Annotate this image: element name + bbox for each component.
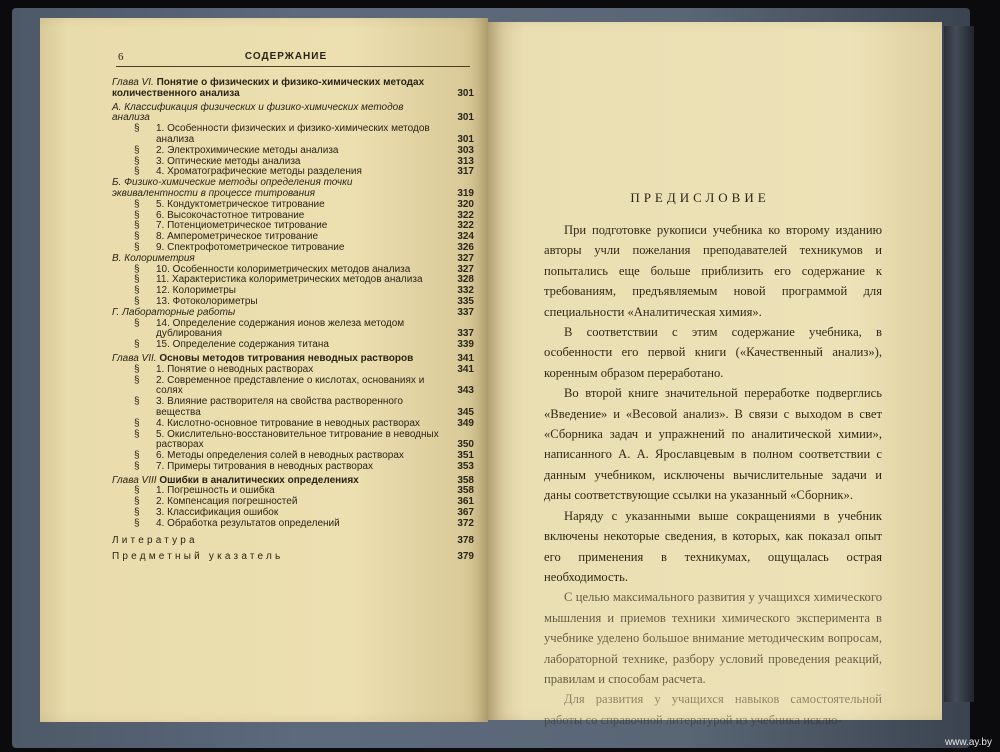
toc-page: 301 [457, 133, 474, 145]
toc-page: 317 [457, 166, 474, 178]
toc-item-title: Литература [112, 534, 198, 546]
preface-paragraph: Для развития у учащихся навыков самостоятельной работы со справочной литературой из учебника исклю- [544, 692, 882, 727]
toc-page: 345 [457, 406, 474, 418]
toc-page: 361 [457, 496, 474, 508]
preface-paragraph: Во второй книге значительной переработке подверглись «Введение» и «Весовой анализ». В связи с выходом в свет «Сборника задач и упражнений по аналитической химии», написанного А. А. Ярославцевым в полном соответствии с данным учебником, исключены вычислительные задачи и даны соответствующие ссылки на указанный «Сборник». [544, 386, 882, 503]
toc-item-title: 1. Особенности физических и физико-химических методов анализа [156, 123, 430, 145]
toc-item-title: 2. Компенсация погрешностей [156, 496, 298, 508]
toc-subsection [112, 519, 474, 530]
toc-page: 367 [457, 507, 474, 519]
chapter-number: Глава VIII [112, 474, 157, 486]
toc-subsection [112, 200, 474, 211]
section-sign: § [134, 209, 140, 221]
toc-page: 301 [457, 87, 474, 99]
toc-page: 327 [457, 263, 474, 275]
toc-item-title: 11. Характеристика колориметрических методов анализа [156, 274, 423, 286]
chapter-title: Ошибки в аналитических определениях [159, 474, 359, 486]
toc-subsection [112, 124, 474, 146]
toc-subsection [112, 397, 474, 419]
toc-page: 350 [457, 439, 474, 451]
toc-page: 337 [457, 306, 474, 318]
page-edges [944, 26, 974, 702]
section-sign: § [134, 231, 140, 243]
preface-paragraph: С целью максимального развития у учащихся химического мышления и приемов техники химического эксперимента в учебнике уделено большое внимание методическим вопросам, лабораторной технике, разбору условий проведения реакций, правилам и способам расчета. [544, 590, 882, 686]
section-sign: § [134, 274, 140, 286]
section-sign: § [134, 123, 140, 135]
section-sign: § [134, 339, 140, 351]
toc-literature [112, 536, 474, 547]
chapter-title: Понятие о физических и физико-химических методах количественного анализа [112, 77, 425, 99]
toc-page: 303 [457, 144, 474, 156]
toc-subsection [112, 462, 474, 473]
toc-item-title: 7. Потенциометрическое титрование [156, 220, 328, 232]
table-of-contents [112, 78, 474, 563]
section-sign: § [134, 155, 140, 167]
toc-item-title: 4. Кислотно-основное титрование в неводных растворах [156, 417, 420, 429]
toc-page: 378 [457, 534, 474, 546]
section-sign: § [134, 198, 140, 210]
toc-page: 335 [457, 295, 474, 307]
toc-section [112, 254, 474, 265]
toc-item-title: 6. Методы определения солей в неводных растворах [156, 450, 404, 462]
toc-page: 301 [457, 112, 474, 124]
preface-paragraph: В соответствии с этим содержание учебника, в особенности его первой книги («Качественный анализ»), коренным образом переработано. [544, 325, 882, 380]
chapter-number: Глава VII. [112, 352, 157, 364]
page-number: 6 [118, 51, 124, 63]
toc-item-title: 6. Высокочастотное титрование [156, 209, 305, 221]
toc-item-title: 1. Погрешность и ошибка [156, 485, 275, 497]
toc-page: 372 [457, 517, 474, 529]
section-sign: § [134, 428, 140, 440]
toc-section [112, 103, 474, 125]
section-sign: § [134, 485, 140, 497]
toc-page: 353 [457, 460, 474, 472]
toc-page: 358 [457, 485, 474, 497]
section-sign: § [134, 144, 140, 156]
toc-item-title: 3. Влияние растворителя на свойства растворенного вещества [156, 396, 403, 418]
toc-subsection [112, 340, 474, 351]
preface-title: ПРЕДИСЛОВИЕ [630, 190, 770, 205]
toc-section-title: Б. Физико-химические методы определения точки эквивалентности в процессе титрования [112, 177, 353, 199]
toc-section-title: А. Классификация физических и физико-химических методов анализа [112, 101, 404, 124]
section-sign: § [134, 263, 140, 275]
section-sign: § [134, 295, 140, 307]
preface-paragraph: Наряду с указанными выше сокращениями в учебник включены некоторые сведения, в которых, как показал опыт его применения в техникумах, ощущалась острая необходимость. [544, 508, 882, 584]
section-sign: § [134, 396, 140, 408]
section-sign: § [134, 363, 140, 375]
toc-page: 328 [457, 274, 474, 286]
preface-body [544, 220, 882, 730]
chapter-number: Глава VI. [112, 77, 154, 88]
header-title: СОДЕРЖАНИЕ [244, 51, 328, 62]
toc-index [112, 552, 474, 563]
toc-section-title: Г. Лабораторные работы [112, 306, 236, 318]
toc-page: 349 [457, 417, 474, 429]
toc-item-title: 15. Определение содержания титана [156, 339, 329, 351]
toc-page: 341 [457, 352, 474, 364]
toc-item-title: 12. Колориметры [156, 285, 236, 297]
toc-subsection [112, 319, 474, 341]
toc-item-title: Предметный указатель [112, 551, 284, 563]
toc-page: 322 [457, 220, 474, 232]
preface-paragraph: При подготовке рукописи учебника ко второму изданию авторы учли пожелания преподавателей техникумов и попытались еще больше приблизить его содержание к требованиям, предъявляемым новой программой для специальности «Аналитическая химия». [544, 223, 882, 319]
toc-item-title: 7. Примеры титрования в неводных растворах [156, 460, 373, 472]
chapter-title: Основы методов титрования неводных растворов [159, 352, 414, 364]
toc-item-title: 3. Оптические методы анализа [156, 155, 301, 167]
toc-item-title: 2. Современное представление о кислотах, основаниях и солях [156, 374, 425, 397]
toc-page: 339 [457, 339, 474, 351]
toc-page: 379 [457, 551, 474, 563]
toc-item-title: 4. Хроматографические методы разделения [156, 166, 362, 178]
toc-page: 337 [457, 328, 474, 340]
section-sign: § [134, 517, 140, 529]
toc-section [112, 178, 474, 200]
toc-page: 324 [457, 231, 474, 243]
section-sign: § [134, 417, 140, 429]
toc-item-title: 2. Электрохимические методы анализа [156, 144, 339, 156]
toc-page: 326 [457, 241, 474, 253]
section-sign: § [134, 220, 140, 232]
toc-page: 313 [457, 155, 474, 167]
section-sign: § [134, 450, 140, 462]
toc-page: 327 [457, 252, 474, 264]
toc-item-title: 4. Обработка результатов определений [156, 517, 340, 529]
section-sign: § [134, 507, 140, 519]
toc-item-title: 8. Амперометрическое титрование [156, 231, 319, 243]
toc-page: 341 [457, 363, 474, 375]
section-sign: § [134, 166, 140, 178]
toc-page: 351 [457, 450, 474, 462]
toc-subsection [112, 376, 474, 398]
toc-page: 320 [457, 198, 474, 210]
toc-item-title: 13. Фотоколориметры [156, 295, 258, 307]
toc-page: 319 [457, 187, 474, 199]
watermark: www.ay.by [944, 737, 992, 748]
toc-subsection [112, 365, 474, 376]
section-sign: § [134, 241, 140, 253]
toc-item-title: 3. Классификация ошибок [156, 507, 279, 519]
toc-page: 343 [457, 385, 474, 397]
section-sign: § [134, 317, 140, 329]
toc-item-title: 1. Понятие о неводных растворах [156, 363, 314, 375]
toc-page: 332 [457, 285, 474, 297]
toc-section [112, 308, 474, 319]
section-sign: § [134, 496, 140, 508]
toc-page: 322 [457, 209, 474, 221]
toc-page: 358 [457, 474, 474, 486]
toc-subsection [112, 146, 474, 157]
header-rule [116, 66, 470, 67]
toc-section-title: В. Колориметрия [112, 252, 195, 264]
toc-item-title: 10. Особенности колориметрических методов анализа [156, 263, 411, 275]
toc-subsection [112, 430, 474, 452]
toc-item-title: 5. Кондуктометрическое титрование [156, 198, 325, 210]
toc-chapter [112, 78, 474, 100]
section-sign: § [134, 460, 140, 472]
toc-item-title: 9. Спектрофотометрическое титрование [156, 241, 345, 253]
section-sign: § [134, 285, 140, 297]
toc-item-title: 14. Определение содержания ионов железа методом дублирования [156, 317, 405, 340]
section-sign: § [134, 374, 140, 386]
toc-subsection [112, 419, 474, 430]
toc-item-title: 5. Окислительно-восстановительное титрование в неводных растворах [156, 428, 439, 451]
